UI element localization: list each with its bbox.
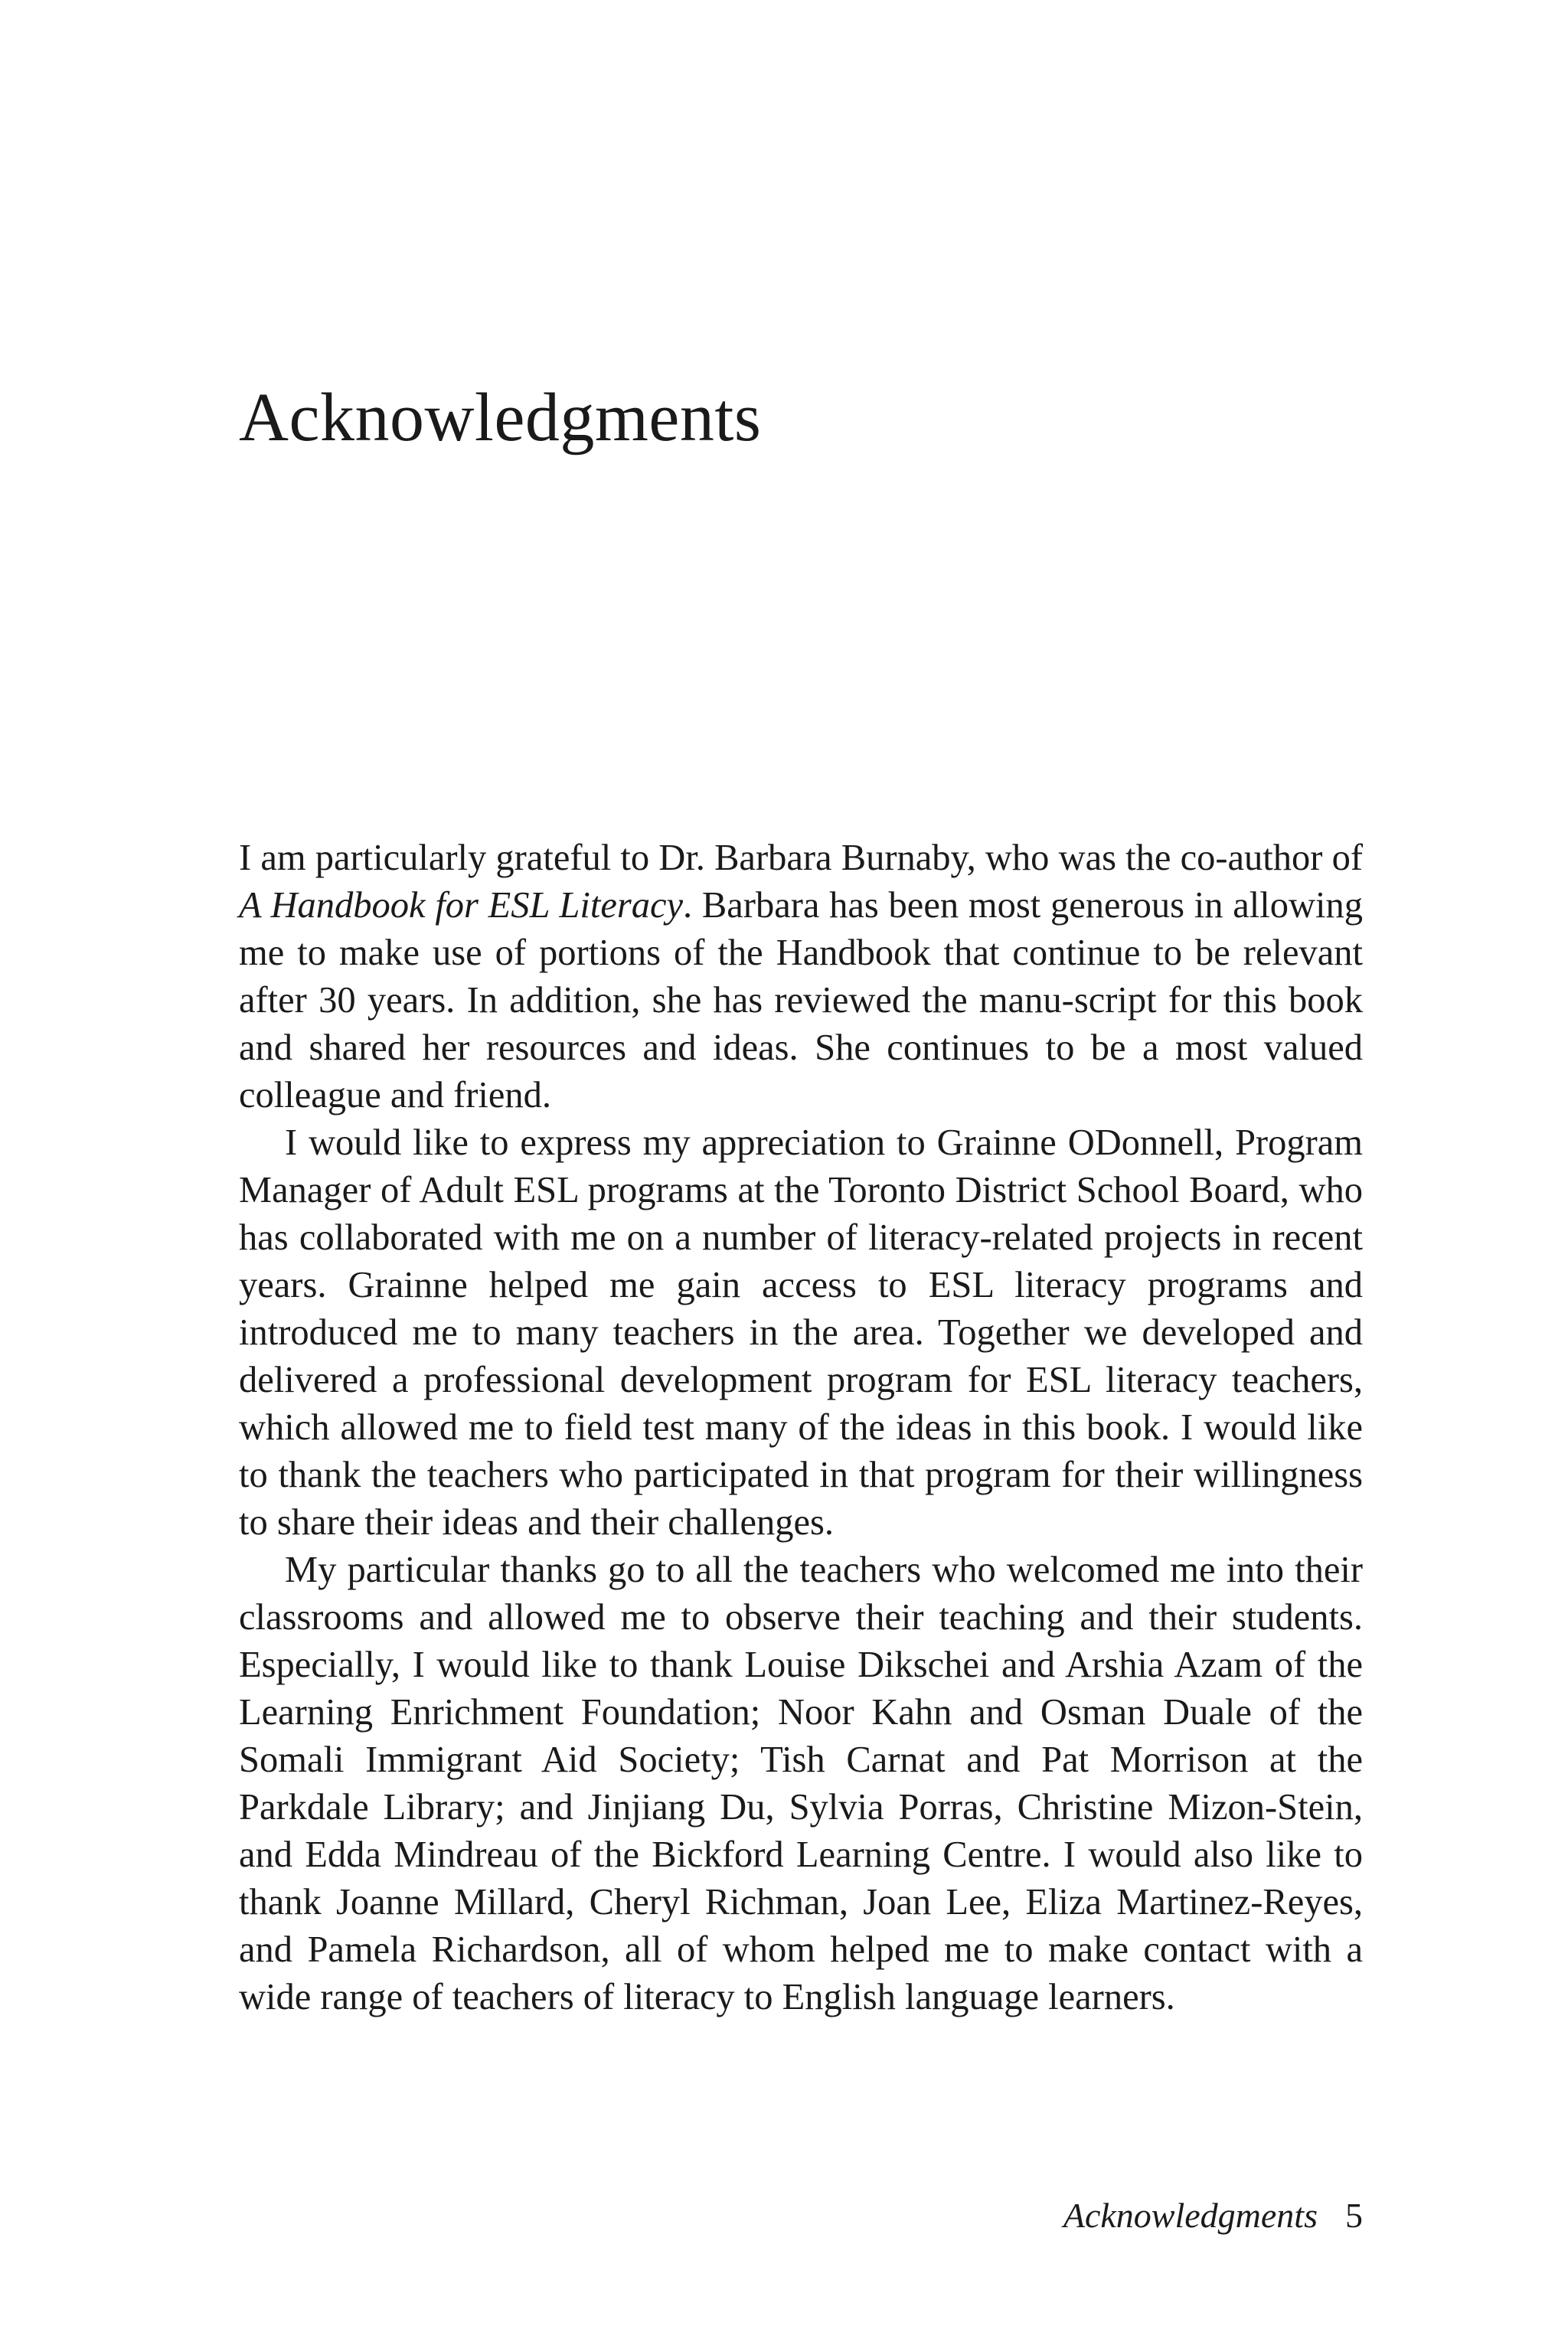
running-footer-title: Acknowledgments	[1063, 2196, 1318, 2235]
paragraph-text: I am particularly grateful to Dr. Barbara Burnaby, who was the co-author of	[239, 838, 1363, 878]
paragraph-text: . Barbara has been most generous in allowing me to make use of portions of the Handbook that continue to be relevant after 30 years. In addition, she has reviewed the manu-script for this book and shared her resources and ideas. She continues to be a most valued colleague and friend.	[239, 885, 1363, 1116]
page-number: 5	[1345, 2196, 1363, 2235]
running-footer	[1063, 2193, 1363, 2239]
acknowledgments-body	[239, 835, 1363, 2021]
paragraph-odonnell: I would like to express my appreciation to Grainne ODonnell, Program Manager of Adult ESL programs at the Toronto District School Board, who has collaborated with me on a number of literacy-related projects in recent years. Grainne helped me gain access to ESL literacy programs and introduced me to many teachers in the area. Together we developed and delivered a professional development program for ESL literacy teachers, which allowed me to field test many of the ideas in this book. I would like to thank the teachers who participated in that program for their willingness to share their ideas and their challenges.	[239, 1122, 1363, 1543]
book-title-italic: A Handbook for ESL Literacy	[239, 885, 684, 926]
paragraph-burnaby	[239, 835, 1363, 1119]
paragraph-teachers: My particular thanks go to all the teachers who welcomed me into their classrooms and allowed me to observe their teaching and their students. Especially, I would like to thank Louise Dikschei and Arshia Azam of the Learning Enrichment Foundation; Noor Kahn and Osman Duale of the Somali Immigrant Aid Society; Tish Carnat and Pat Morrison at the Parkdale Library; and Jinjiang Du, Sylvia Porras, Christine Mizon-Stein, and Edda Mindreau of the Bickford Learning Centre. I would also like to thank Joanne Millard, Cheryl Richman, Joan Lee, Eliza Martinez-Reyes, and Pamela Richardson, all of whom helped me to make contact with a wide range of teachers of literacy to English language learners.	[239, 1550, 1363, 2017]
page-title: Acknowledgments	[239, 380, 762, 456]
